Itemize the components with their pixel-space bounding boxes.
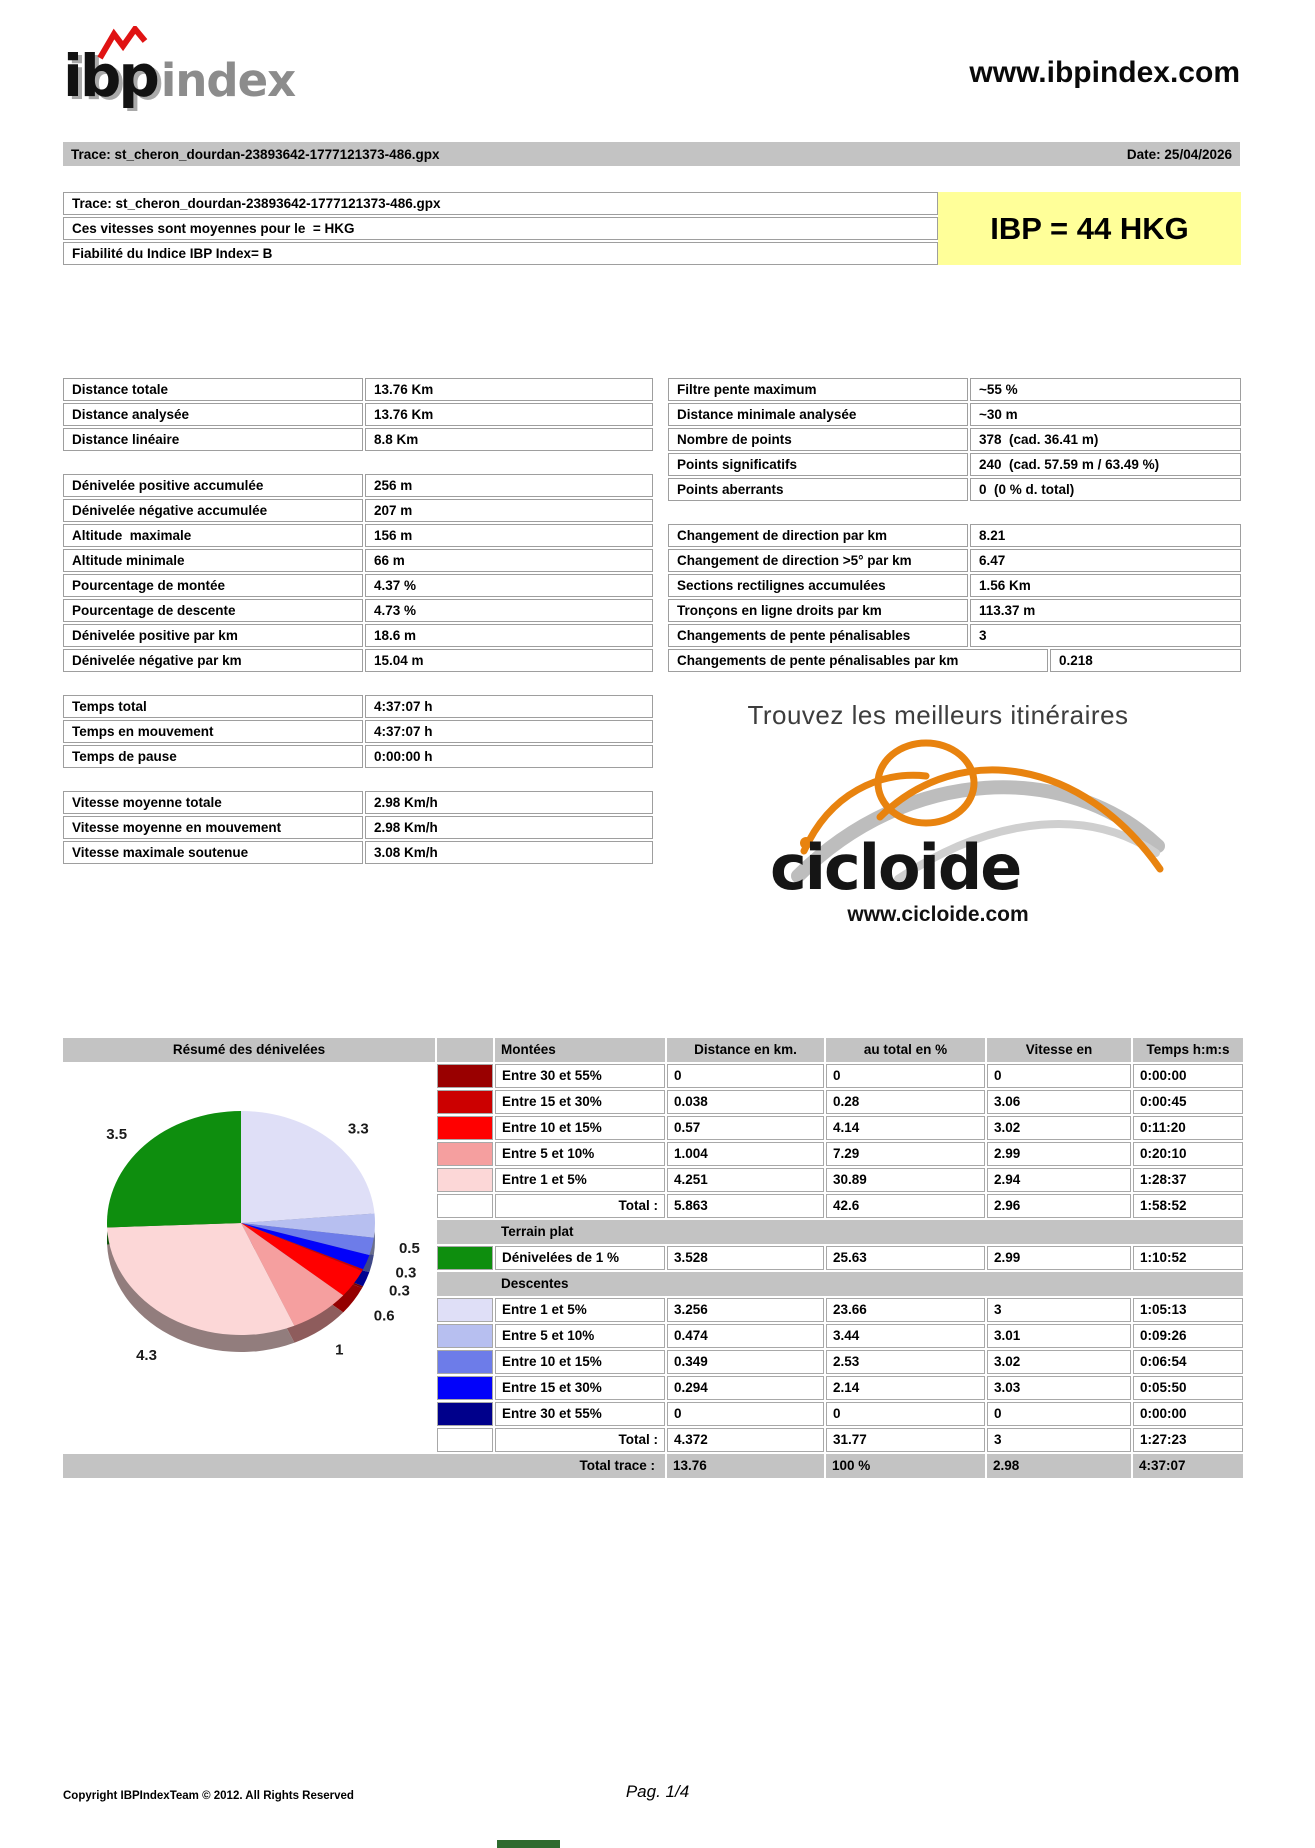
empty-swatch-cell (437, 1194, 493, 1218)
total-trace-time: 4:37:07 (1133, 1454, 1243, 1478)
elevation-summary-table (63, 1038, 1243, 1478)
distance-value: 3.256 (667, 1298, 824, 1322)
empty-swatch-cell (437, 1428, 493, 1452)
gradient-range-label: Entre 10 et 15% (495, 1350, 665, 1374)
distance-value: 3.528 (667, 1246, 824, 1270)
speed-value: 2.99 (987, 1246, 1131, 1270)
gradient-range-label: Entre 15 et 30% (495, 1376, 665, 1400)
svg-text:0.6: 0.6 (373, 1307, 395, 1325)
stat-label: Changements de pente pénalisables (668, 624, 968, 647)
stat-label: Points significatifs (668, 453, 968, 476)
stat-label: Changement de direction par km (668, 524, 968, 547)
time-value: 0:11:20 (1133, 1116, 1243, 1140)
table-row (63, 574, 653, 597)
gradient-range-label: Entre 15 et 30% (495, 1090, 665, 1114)
speed-value: 2.99 (987, 1142, 1131, 1166)
descentes-total-speed: 3 (987, 1428, 1131, 1452)
table-row (63, 524, 653, 547)
stat-label: Pourcentage de montée (63, 574, 363, 597)
table-row (63, 720, 653, 743)
summary-speed-profile: Ces vitesses sont moyennes pour le = HKG (63, 217, 938, 240)
svg-text:0.3: 0.3 (388, 1282, 410, 1300)
ibpindex-website-link[interactable]: www.ibpindex.com (969, 56, 1240, 89)
gradient-range-label: Entre 1 et 5% (495, 1168, 665, 1192)
mountain-zigzag-icon (97, 26, 167, 62)
stat-label: Changement de direction >5° par km (668, 549, 968, 572)
time-value: 0:20:10 (1133, 1142, 1243, 1166)
trace-filename: Trace: st_cheron_dourdan-23893642-1777121373-486.gpx (71, 146, 440, 162)
gradient-range-label: Dénivelées de 1 % (495, 1246, 665, 1270)
time-table (63, 695, 653, 768)
svg-text:0.5: 0.5 (398, 1240, 420, 1258)
stat-label: Temps total (63, 695, 363, 718)
stat-label: Tronçons en ligne droits par km (668, 599, 968, 622)
montees-total-distance: 5.863 (667, 1194, 824, 1218)
stat-value: 18.6 m (365, 624, 653, 647)
table-row (668, 403, 1241, 426)
stat-value: 0.218 (1050, 649, 1241, 672)
gradient-color-swatch (437, 1324, 493, 1348)
speed-value: 3 (987, 1298, 1131, 1322)
distance-value: 0 (667, 1402, 824, 1426)
stat-label: Dénivelée négative accumulée (63, 499, 363, 522)
percent-value: 2.14 (826, 1376, 985, 1400)
speed-value: 3.02 (987, 1350, 1131, 1374)
stat-value: 4.37 % (365, 574, 653, 597)
gradient-color-swatch (437, 1116, 493, 1140)
table-row (63, 841, 653, 864)
stat-label: Points aberrants (668, 478, 968, 501)
table-row (63, 816, 653, 839)
table-row (668, 599, 1241, 622)
ibp-score-badge: IBP = 44 HKG (938, 192, 1241, 265)
analysis-table (668, 378, 1241, 501)
stat-value: 4:37:07 h (365, 695, 653, 718)
table-row (668, 574, 1241, 597)
stat-label: Altitude maximale (63, 524, 363, 547)
descentes-total-time: 1:27:23 (1133, 1428, 1243, 1452)
time-value: 0:00:00 (1133, 1064, 1243, 1088)
time-value: 0:00:45 (1133, 1090, 1243, 1114)
promo-headline: Trouvez les meilleurs itinéraires (747, 700, 1129, 730)
stat-label: Vitesse moyenne en mouvement (63, 816, 363, 839)
descentes-total-label: Total : (495, 1428, 665, 1452)
table-row (63, 428, 653, 451)
percent-value: 0 (826, 1402, 985, 1426)
montees-total-label: Total : (495, 1194, 665, 1218)
table-row (63, 745, 653, 768)
gradient-color-swatch (437, 1402, 493, 1426)
table-row (668, 428, 1241, 451)
speed-table (63, 791, 653, 864)
svg-text:3.3: 3.3 (347, 1120, 369, 1138)
montees-total-time: 1:58:52 (1133, 1194, 1243, 1218)
stat-label: Filtre pente maximum (668, 378, 968, 401)
swatch-column-header (437, 1038, 493, 1062)
next-page-edge-strip (497, 1840, 560, 1848)
copyright-text: Copyright IBPIndexTeam © 2012. All Rights Reserved (63, 1790, 354, 1802)
stat-label: Dénivelée négative par km (63, 649, 363, 672)
gradient-range-label: Entre 5 et 10% (495, 1142, 665, 1166)
time-value: 1:05:13 (1133, 1298, 1243, 1322)
trace-bar (63, 142, 1240, 166)
table-row (668, 378, 1241, 401)
stat-label: Dénivelée positive accumulée (63, 474, 363, 497)
logo-text-ibp: ibp (63, 42, 157, 110)
stat-label: Temps en mouvement (63, 720, 363, 743)
stat-label: Nombre de points (668, 428, 968, 451)
stat-label: Pourcentage de descente (63, 599, 363, 622)
montees-total-speed: 2.96 (987, 1194, 1131, 1218)
speed-value: 3.03 (987, 1376, 1131, 1400)
distance-table (63, 378, 653, 451)
table-row (63, 599, 653, 622)
table-row (63, 624, 653, 647)
gradient-range-label: Entre 10 et 15% (495, 1116, 665, 1140)
stat-value: ~55 % (970, 378, 1241, 401)
stat-value: ~30 m (970, 403, 1241, 426)
stat-value: 0:00:00 h (365, 745, 653, 768)
table-row (63, 695, 653, 718)
percent-value: 4.14 (826, 1116, 985, 1140)
stat-label: Dénivelée positive par km (63, 624, 363, 647)
stat-value: 207 m (365, 499, 653, 522)
gradient-color-swatch (437, 1298, 493, 1322)
stat-value: 156 m (365, 524, 653, 547)
stat-value: 8.8 Km (365, 428, 653, 451)
stat-value: 113.37 m (970, 599, 1241, 622)
section-descentes: Descentes (437, 1272, 1243, 1296)
svg-text:4.3: 4.3 (136, 1347, 157, 1365)
distance-value: 0 (667, 1064, 824, 1088)
speed-value: 0 (987, 1064, 1131, 1088)
stat-label: Distance minimale analysée (668, 403, 968, 426)
stat-value: 1.56 Km (970, 574, 1241, 597)
time-value: 0:05:50 (1133, 1376, 1243, 1400)
summary-trace: Trace: st_cheron_dourdan-23893642-1777121373-486.gpx (63, 192, 938, 215)
cicloide-website-link[interactable]: www.cicloide.com (847, 903, 1029, 926)
table-row (63, 378, 653, 401)
total-trace-percent: 100 % (826, 1454, 985, 1478)
summary-reliability: Fiabilité du Indice IBP Index= B (63, 242, 938, 265)
column-header-percent: au total en % (826, 1038, 985, 1062)
stat-value: 4:37:07 h (365, 720, 653, 743)
pie-chart-title: Résumé des dénivelées (63, 1038, 435, 1062)
total-trace-distance: 13.76 (667, 1454, 824, 1478)
table-row (668, 649, 1241, 672)
stats-column-right (668, 378, 1241, 695)
montees-total-percent: 42.6 (826, 1194, 985, 1218)
stat-value: 2.98 Km/h (365, 791, 653, 814)
gradient-color-swatch (437, 1064, 493, 1088)
stat-label: Distance linéaire (63, 428, 363, 451)
percent-value: 7.29 (826, 1142, 985, 1166)
table-row (668, 453, 1241, 476)
cicloide-logo (698, 731, 1178, 906)
cicloide-promo (668, 700, 1208, 927)
percent-value: 23.66 (826, 1298, 985, 1322)
gradient-color-swatch (437, 1376, 493, 1400)
column-header-montees: Montées (495, 1038, 665, 1062)
svg-text:1: 1 (335, 1341, 344, 1359)
stat-value: 4.73 % (365, 599, 653, 622)
table-row (668, 549, 1241, 572)
stat-value: 8.21 (970, 524, 1241, 547)
stat-value: 13.76 Km (365, 378, 653, 401)
gradient-color-swatch (437, 1142, 493, 1166)
table-row (668, 478, 1241, 501)
elevation-pie-chart (63, 1064, 435, 1452)
gradient-range-label: Entre 1 et 5% (495, 1298, 665, 1322)
stat-value: 0 (0 % d. total) (970, 478, 1241, 501)
gradient-color-swatch (437, 1350, 493, 1374)
table-row (63, 474, 653, 497)
speed-value: 0 (987, 1402, 1131, 1426)
cicloide-wordmark: cicloide (770, 831, 1021, 904)
logo-text-index: index (160, 54, 296, 107)
distance-value: 4.251 (667, 1168, 824, 1192)
table-row (63, 403, 653, 426)
stat-label: Distance totale (63, 378, 363, 401)
page-number: Pag. 1/4 (625, 1782, 690, 1801)
stat-value: 66 m (365, 549, 653, 572)
direction-table (668, 524, 1241, 672)
descentes-total-distance: 4.372 (667, 1428, 824, 1452)
speed-value: 3.01 (987, 1324, 1131, 1348)
total-trace-speed: 2.98 (987, 1454, 1131, 1478)
stat-label: Altitude minimale (63, 549, 363, 572)
speed-value: 2.94 (987, 1168, 1131, 1192)
stat-value: 2.98 Km/h (365, 816, 653, 839)
table-row (63, 649, 653, 672)
distance-value: 1.004 (667, 1142, 824, 1166)
distance-value: 0.038 (667, 1090, 824, 1114)
stat-value: 13.76 Km (365, 403, 653, 426)
stat-label: Vitesse maximale soutenue (63, 841, 363, 864)
stat-value: 3.08 Km/h (365, 841, 653, 864)
percent-value: 2.53 (826, 1350, 985, 1374)
elevation-table (63, 474, 653, 672)
gradient-color-swatch (437, 1090, 493, 1114)
stat-value: 378 (cad. 36.41 m) (970, 428, 1241, 451)
stat-label: Sections rectilignes accumulées (668, 574, 968, 597)
time-value: 1:28:37 (1133, 1168, 1243, 1192)
svg-text:0.3: 0.3 (395, 1264, 417, 1282)
distance-value: 0.474 (667, 1324, 824, 1348)
percent-value: 30.89 (826, 1168, 985, 1192)
percent-value: 3.44 (826, 1324, 985, 1348)
stat-label: Vitesse moyenne totale (63, 791, 363, 814)
time-value: 0:00:00 (1133, 1402, 1243, 1426)
total-trace-label: Total trace : (63, 1454, 665, 1478)
table-row (668, 524, 1241, 547)
table-row (63, 499, 653, 522)
gradient-range-label: Entre 30 et 55% (495, 1402, 665, 1426)
trace-date: Date: 25/04/2026 (1126, 146, 1232, 162)
stat-label: Changements de pente pénalisables par km (668, 649, 1048, 672)
table-row (668, 624, 1241, 647)
column-header-speed: Vitesse en (987, 1038, 1131, 1062)
column-header-distance: Distance en km. (667, 1038, 824, 1062)
stats-column-left (63, 378, 653, 887)
column-header-time: Temps h:m:s (1133, 1038, 1243, 1062)
svg-text:3.5: 3.5 (106, 1125, 128, 1143)
table-row (63, 549, 653, 572)
distance-value: 0.57 (667, 1116, 824, 1140)
gradient-color-swatch (437, 1246, 493, 1270)
stat-label: Temps de pause (63, 745, 363, 768)
percent-value: 25.63 (826, 1246, 985, 1270)
gradient-color-swatch (437, 1168, 493, 1192)
stat-label: Distance analysée (63, 403, 363, 426)
summary-box (63, 192, 1241, 267)
stat-value: 240 (cad. 57.59 m / 63.49 %) (970, 453, 1241, 476)
stat-value: 3 (970, 624, 1241, 647)
stat-value: 15.04 m (365, 649, 653, 672)
distance-value: 0.349 (667, 1350, 824, 1374)
speed-value: 3.06 (987, 1090, 1131, 1114)
percent-value: 0 (826, 1064, 985, 1088)
stat-value: 256 m (365, 474, 653, 497)
time-value: 0:06:54 (1133, 1350, 1243, 1374)
table-row (63, 791, 653, 814)
section-terrain-plat: Terrain plat (437, 1220, 1243, 1244)
time-value: 0:09:26 (1133, 1324, 1243, 1348)
gradient-range-label: Entre 5 et 10% (495, 1324, 665, 1348)
descentes-total-percent: 31.77 (826, 1428, 985, 1452)
speed-value: 3.02 (987, 1116, 1131, 1140)
stat-value: 6.47 (970, 549, 1241, 572)
percent-value: 0.28 (826, 1090, 985, 1114)
gradient-range-label: Entre 30 et 55% (495, 1064, 665, 1088)
ibp-index-logo (63, 42, 295, 110)
time-value: 1:10:52 (1133, 1246, 1243, 1270)
distance-value: 0.294 (667, 1376, 824, 1400)
